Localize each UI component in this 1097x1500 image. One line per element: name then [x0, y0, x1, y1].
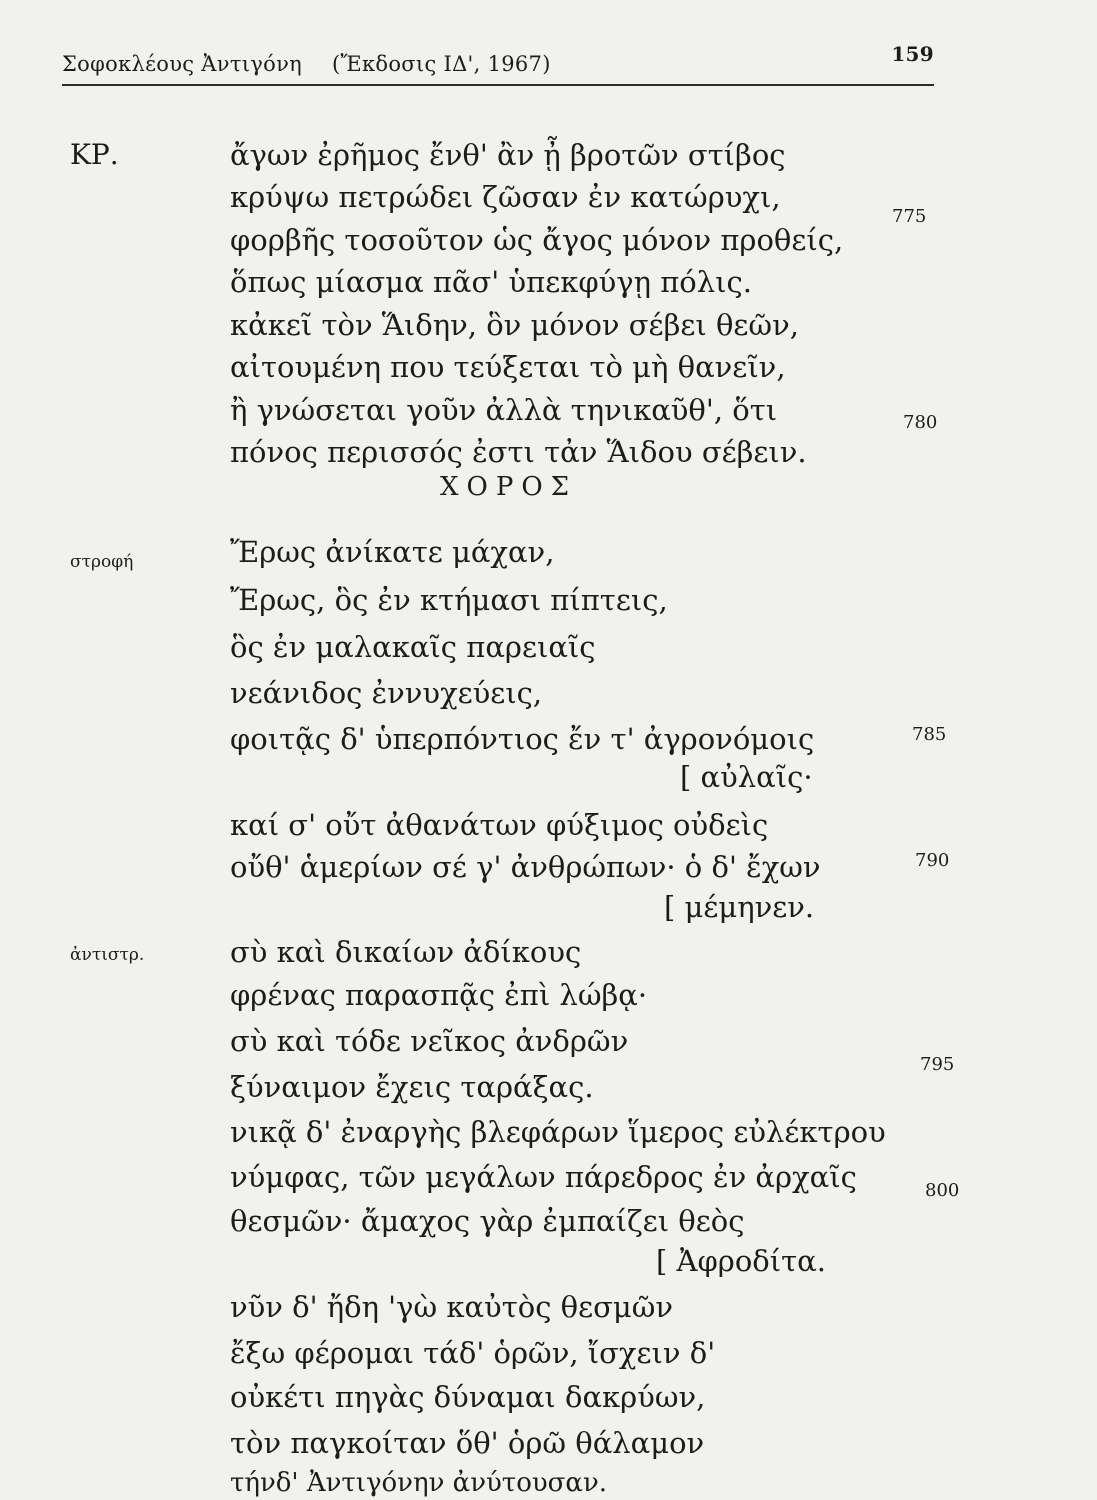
verse-line: φορβῆς τοσοῦτον ὡς ἄγος μόνον προθείς, [230, 223, 844, 257]
verse-line: σὺ καὶ δικαίων ἀδίκους [230, 935, 582, 969]
verse-line: τήνδ' Ἀντιγόνην ἀνύτουσαν. [230, 1468, 608, 1498]
verse-line: νεάνιδος ἐννυχεύεις, [230, 676, 543, 710]
verse-line: Ἔρως ἀνίκατε μάχαν, [230, 535, 555, 569]
verse-line: φρένας παρασπᾷς ἐπὶ λώβᾳ· [230, 978, 648, 1012]
page-number: 159 [891, 42, 934, 66]
verse-line: καί σ' οὔτ ἀθανάτων φύξιμος οὐδεὶς [230, 808, 769, 842]
verse-line: πόνος περισσός ἐστι τἀν Ἅιδου σέβειν. [230, 435, 807, 469]
antistrophe-label: ἀντιστρ. [70, 945, 145, 965]
verse-line: Ἔρως, ὃς ἐν κτήμασι πίπτεις, [230, 583, 668, 617]
verse-line: κἀκεῖ τὸν Ἅιδην, ὃν μόνον σέβει θεῶν, [230, 308, 799, 342]
verse-line: κρύψω πετρώδει ζῶσαν ἐν κατώρυχι, [230, 180, 781, 214]
verse-line: σὺ καὶ τόδε νεῖκος ἀνδρῶν [230, 1024, 629, 1058]
verse-line-continuation: [ Ἀφροδίτα. [656, 1244, 826, 1278]
verse-line: οὔθ' ἁμερίων σέ γ' ἀνθρώπων· ὁ δ' ἔχων [230, 850, 821, 884]
verse-line: ὃς ἐν μαλακαῖς παρειαῖς [230, 630, 596, 664]
verse-line: αἰτουμένη που τεύξεται τὸ μὴ θανεῖν, [230, 350, 786, 384]
verse-line: φοιτᾷς δ' ὑπερπόντιος ἔν τ' ἀγρονόμοις [230, 722, 815, 756]
speaker-label: ΚΡ. [70, 138, 119, 171]
verse-line: τὸν παγκοίταν ὅθ' ὁρῶ θάλαμον [230, 1426, 705, 1460]
verse-line: ἢ γνώσεται γοῦν ἀλλὰ τηνικαῦθ', ὅτι [230, 393, 778, 427]
line-number: 800 [925, 1180, 960, 1201]
verse-line: ξύναιμον ἔχεις ταράξας. [230, 1070, 594, 1104]
line-number: 795 [920, 1054, 955, 1075]
verse-line: ὅπως μίασμα πᾶσ' ὑπεκφύγῃ πόλις. [230, 265, 752, 299]
running-head-title: Σοφοκλέους Ἀντιγόνη [62, 52, 303, 76]
verse-line: νύμφας, τῶν μεγάλων πάρεδρος ἐν ἀρχαῖς [230, 1160, 857, 1194]
verse-line: ἄγων ἐρῆμος ἔνθ' ἂν ᾖ βροτῶν στίβος [230, 138, 786, 172]
line-number: 785 [912, 724, 947, 745]
verse-line: νικᾷ δ' ἐναργὴς βλεφάρων ἵμερος εὐλέκτρου [230, 1115, 886, 1149]
verse-line-continuation: [ αὐλαῖς· [680, 760, 813, 794]
verse-line: θεσμῶν· ἄμαχος γὰρ ἐμπαίζει θεὸς [230, 1204, 745, 1238]
verse-line-continuation: [ μέμηνεν. [664, 890, 815, 924]
verse-line: νῦν δ' ἤδη 'γὼ καὐτὸς θεσμῶν [230, 1290, 674, 1324]
strophe-label: στροφή [70, 552, 134, 572]
chorus-heading: ΧΟΡΟΣ [440, 472, 578, 502]
header-rule [62, 84, 934, 86]
running-head-edition: (Ἔκδοσις ΙΔ', 1967) [332, 52, 551, 76]
line-number: 780 [903, 412, 938, 433]
line-number: 790 [915, 850, 950, 871]
verse-line: ἔξω φέρομαι τάδ' ὁρῶν, ἴσχειν δ' [230, 1336, 716, 1370]
verse-line: οὐκέτι πηγὰς δύναμαι δακρύων, [230, 1380, 706, 1414]
line-number: 775 [892, 206, 927, 227]
